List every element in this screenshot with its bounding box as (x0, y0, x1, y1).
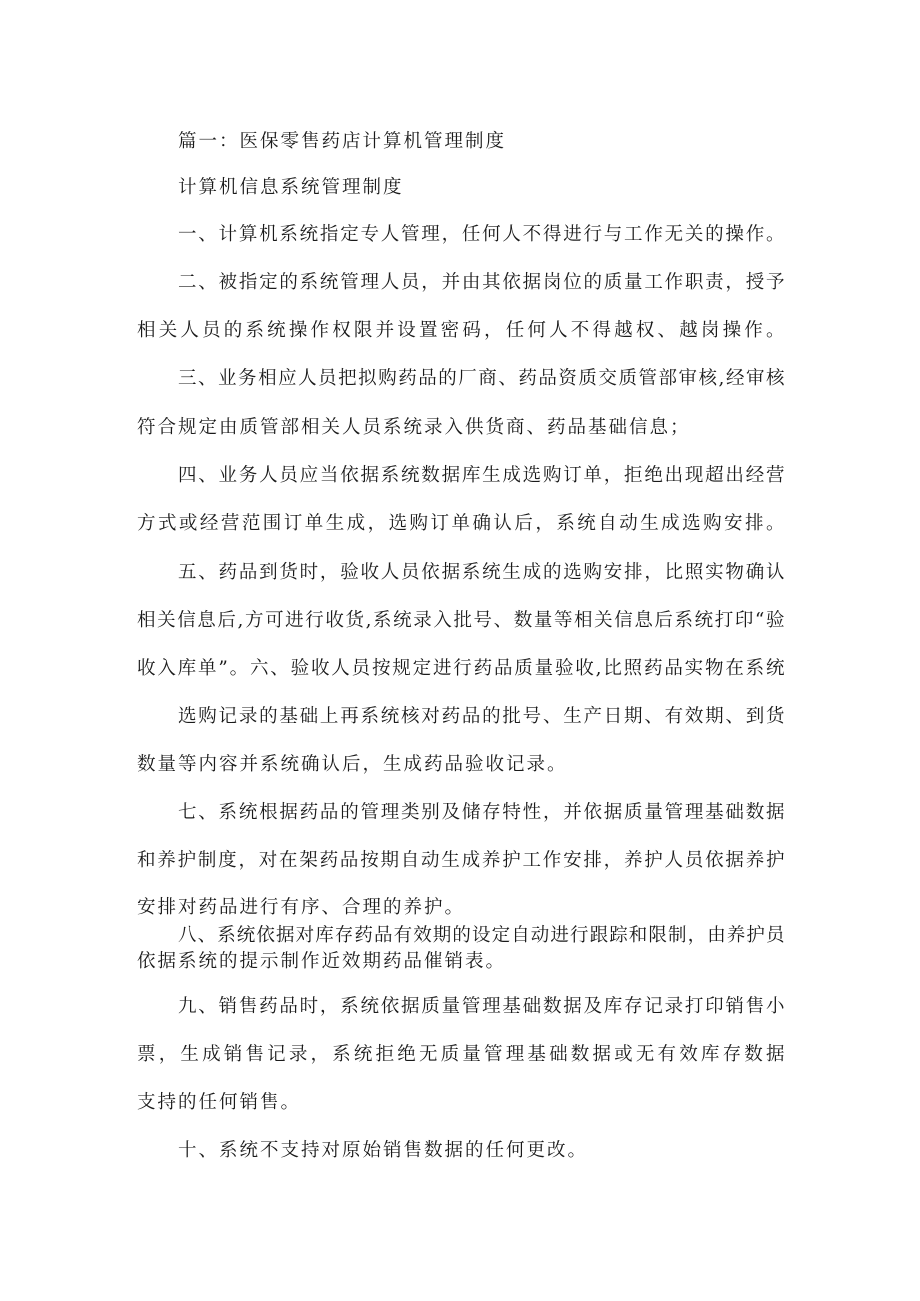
paragraph-line: 符合规定由质管部相关人员系统录入供货商、药品基础信息； (137, 417, 691, 438)
paragraph-line: 依据系统的提示制作近效期药品催销表。 (137, 951, 507, 972)
paragraph-line: 二、被指定的系统管理人员，并由其依据岗位的质量工作职责，授予 (178, 272, 785, 293)
paragraph-line: 七、系统根据药品的管理类别及储存特性，并依据质量管理基础数据 (178, 802, 785, 823)
paragraph-line: 八、系统依据对库存药品有效期的设定自动进行跟踪和限制，由养护员 (178, 925, 785, 946)
paragraph-line: 五、药品到货时，验收人员依据系统生成的选购安排，比照实物确认 (178, 562, 785, 583)
paragraph-line: 方式或经营范围订单生成，选购订单确认后，系统自动生成选购安排。 (137, 513, 785, 534)
paragraph-line: 票，生成销售记录，系统拒绝无质量管理基础数据或无有效库存数据 (137, 1044, 785, 1065)
document-title: 篇一：医保零售药店计算机管理制度 (178, 131, 507, 152)
paragraph-line: 三、业务相应人员把拟购药品的厂商、药品资质交质管部审核,经审核 (178, 368, 785, 389)
paragraph-line: 安排对药品进行有序、合理的养护。 (137, 897, 466, 918)
paragraph-line: 选购记录的基础上再系统核对药品的批号、生产日期、有效期、到货 (178, 706, 785, 727)
paragraph-line: 数量等内容并系统确认后，生成药品验收记录。 (137, 754, 568, 775)
paragraph-line: 九、销售药品时，系统依据质量管理基础数据及库存记录打印销售小 (178, 996, 785, 1017)
paragraph-line: 十、系统不支持对原始销售数据的任何更改。 (178, 1140, 589, 1161)
paragraph-line: 收入库单”。六、验收人员按规定进行药品质量验收,比照药品实物在系统 (137, 658, 785, 679)
paragraph-line: 支持的任何销售。 (137, 1092, 302, 1113)
paragraph-line: 相关信息后,方可进行收货,系统录入批号、数量等相关信息后系统打印“验 (137, 610, 785, 631)
paragraph-line: 一、计算机系统指定专人管理，任何人不得进行与工作无关的操作。 (178, 224, 785, 245)
paragraph-line: 四、业务人员应当依据系统数据库生成选购订单，拒绝出现超出经营 (178, 465, 785, 486)
paragraph-line: 相关人员的系统操作权限并设置密码，任何人不得越权、越岗操作。 (137, 320, 785, 341)
paragraph-line: 和养护制度，对在架药品按期自动生成养护工作安排，养护人员依据养护 (137, 850, 785, 871)
document-subtitle: 计算机信息系统管理制度 (178, 177, 404, 198)
